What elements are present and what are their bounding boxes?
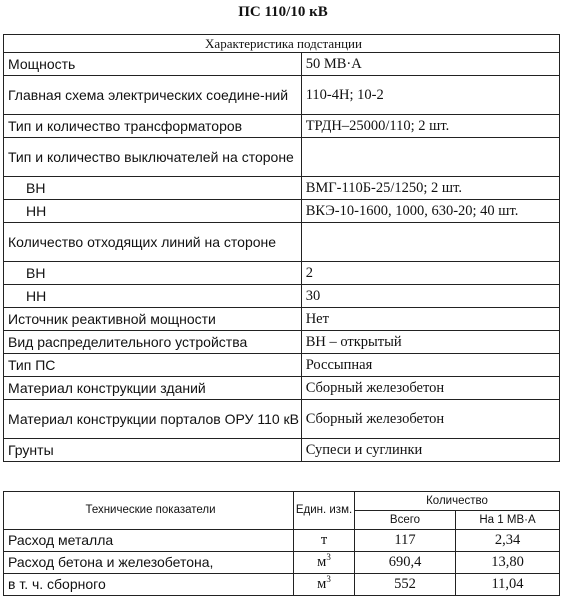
row-label: Главная схема электрических соедине-ний [4, 76, 302, 115]
table-row [4, 262, 560, 285]
unit-text: т [320, 532, 328, 548]
substation-characteristics-table [3, 34, 560, 462]
row-label: Тип и количество выключателей на стороне [4, 138, 302, 177]
page-title: ПС 110/10 кВ [238, 4, 328, 20]
table-row [4, 138, 560, 177]
row-value: ВМГ-110Б-25/1250; 2 шт. [301, 177, 559, 200]
unit-exponent: 3 [326, 574, 331, 585]
row-label: ВН [4, 262, 302, 285]
row-per-mva: 2,34 [456, 530, 560, 552]
row-label: Расход бетона и железобетона, [4, 552, 294, 574]
row-value [301, 223, 559, 262]
table-row [4, 76, 560, 115]
unit-exponent: 3 [326, 552, 331, 563]
row-label: Грунты [4, 439, 302, 462]
header-total: Всего [355, 511, 456, 530]
unit-text: м [317, 576, 327, 592]
table-row [4, 331, 560, 354]
table-row [4, 400, 560, 439]
row-value: 50 МВ·А [301, 53, 559, 76]
row-total: 690,4 [355, 552, 456, 574]
row-label: Материал конструкции порталов ОРУ 110 кВ [4, 400, 302, 439]
row-label: НН [4, 200, 302, 223]
table-row [4, 200, 560, 223]
row-label: в т. ч. сборного [4, 574, 294, 596]
table-row [4, 377, 560, 400]
row-label: Количество отходящих линий на стороне [4, 223, 302, 262]
table-caption: Характеристика подстанции [4, 35, 560, 53]
row-label: Тип и количество трансформаторов [4, 115, 302, 138]
table-row [4, 552, 560, 574]
row-value: 30 [301, 285, 559, 308]
header-per-mva: На 1 МВ·А [456, 511, 560, 530]
row-value: Сборный железобетон [301, 377, 559, 400]
row-value: ТРДН–25000/110; 2 шт. [301, 115, 559, 138]
table-caption-row [4, 35, 560, 53]
table-row [4, 285, 560, 308]
table-row [4, 115, 560, 138]
row-value: Сборный железобетон [301, 400, 559, 439]
row-value: Нет [301, 308, 559, 331]
row-unit [294, 552, 355, 574]
table-row [4, 53, 560, 76]
row-unit [294, 530, 355, 552]
row-per-mva: 11,04 [456, 574, 560, 596]
table-row [4, 530, 560, 552]
row-label: Материал конструкции зданий [4, 377, 302, 400]
row-value [301, 138, 559, 177]
row-value: ВН – открытый [301, 331, 559, 354]
row-value: ВКЭ-10-1600, 1000, 630-20; 40 шт. [301, 200, 559, 223]
table-row [4, 439, 560, 462]
header-row [4, 492, 560, 511]
header-name: Технические показатели [4, 492, 294, 530]
row-label: Вид распределительного устройства [4, 331, 302, 354]
row-unit [294, 574, 355, 596]
row-label: НН [4, 285, 302, 308]
row-label: Источник реактивной мощности [4, 308, 302, 331]
row-total: 117 [355, 530, 456, 552]
table-row [4, 223, 560, 262]
technical-indicators-table [3, 491, 560, 596]
header-unit: Един. изм. [294, 492, 355, 530]
unit-text: м [317, 554, 327, 570]
table-row [4, 574, 560, 596]
row-label: ВН [4, 177, 302, 200]
row-value: Супеси и суглинки [301, 439, 559, 462]
row-label: Мощность [4, 53, 302, 76]
table-row [4, 354, 560, 377]
row-total: 552 [355, 574, 456, 596]
table-row [4, 308, 560, 331]
header-quantity: Количество [355, 492, 560, 511]
row-label: Тип ПС [4, 354, 302, 377]
row-label: Расход металла [4, 530, 294, 552]
row-value: Россыпная [301, 354, 559, 377]
table-row [4, 177, 560, 200]
row-value: 2 [301, 262, 559, 285]
row-per-mva: 13,80 [456, 552, 560, 574]
row-value: 110-4Н; 10-2 [301, 76, 559, 115]
